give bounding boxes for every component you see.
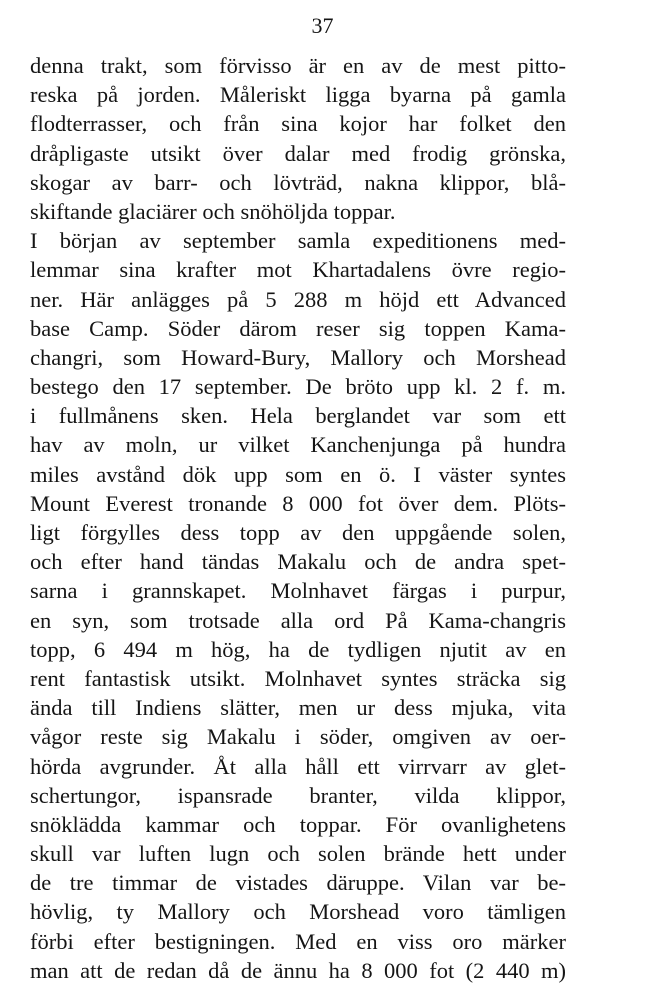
text-line: bestego den 17 september. De bröto upp kl. 2 f. m. [30, 374, 566, 400]
text-line: sarna i grannskapet. Molnhavet färgas i purpur, [30, 578, 566, 604]
text-line: hövlig, ty Mallory och Morshead voro tämligen [30, 899, 566, 925]
page-number: 37 [311, 13, 334, 38]
text-line: rent fantastisk utsikt. Molnhavet syntes sträcka sig [30, 665, 566, 691]
text-line: och efter hand tändas Makalu och de andra spet- [30, 549, 566, 575]
text-line: flodterrasser, och från sina kojor har folket den [30, 111, 566, 137]
text-line: base Camp. Söder därom reser sig toppen Kama- [30, 315, 566, 341]
text-line: snöklädda kammar och toppar. För ovanlighetens [30, 811, 566, 837]
text-line: man att de redan då de ännu ha 8 000 fot (2 440 m) [30, 957, 566, 983]
text-line: schertungor, ispansrade branter, vilda klippor, [30, 782, 566, 808]
text-line: dråpligaste utsikt över dalar med frodig grönska, [30, 140, 566, 166]
text-line: vågor reste sig Makalu i söder, omgiven av oer- [30, 724, 566, 750]
text-line: hav av moln, ur vilket Kanchenjunga på hundra [30, 432, 566, 458]
text-line: ner. Här anlägges på 5 288 m höjd ett Advanced [30, 286, 566, 312]
text-line: reska på jorden. Måleriskt ligga byarna på gamla [30, 82, 566, 108]
text-line: skull var luften lugn och solen brände hett under [30, 841, 566, 867]
text-line: Mount Everest tronande 8 000 fot över dem. Plöts- [30, 490, 566, 516]
text-line: hörda avgrunder. Åt alla håll ett virrvarr av glet- [30, 753, 566, 779]
text-line: miles avstånd dök upp som en ö. I väster syntes [30, 461, 566, 487]
text-line: lemmar sina krafter mot Khartadalens övre regio- [30, 257, 566, 283]
text-line: I början av september samla expeditionens med- [30, 228, 566, 254]
text-line: changri, som Howard-Bury, Mallory och Morshead [30, 344, 566, 370]
text-line: topp, 6 494 m hög, ha de tydligen njutit av en [30, 636, 566, 662]
text-line: skiftande glaciärer och snöhöljda toppar. [30, 198, 396, 224]
text-line: förbi efter bestigningen. Med en viss oro märker [30, 928, 566, 954]
text-line: de tre timmar de vistades däruppe. Vilan var be- [30, 870, 566, 896]
text-line: i fullmånens sken. Hela berglandet var som ett [30, 403, 566, 429]
text-line: skogar av barr- och lövträd, nakna klippor, blå- [30, 169, 566, 195]
body-text [30, 51, 566, 985]
text-line: en syn, som trotsade alla ord På Kama-changris [30, 607, 566, 633]
text-line: denna trakt, som förvisso är en av de mest pitto- [30, 53, 566, 78]
text-line: ligt förgylles dess topp av den uppgående solen, [30, 520, 566, 545]
text-line: ända till Indiens slätter, men ur dess mjuka, vita [30, 695, 566, 721]
